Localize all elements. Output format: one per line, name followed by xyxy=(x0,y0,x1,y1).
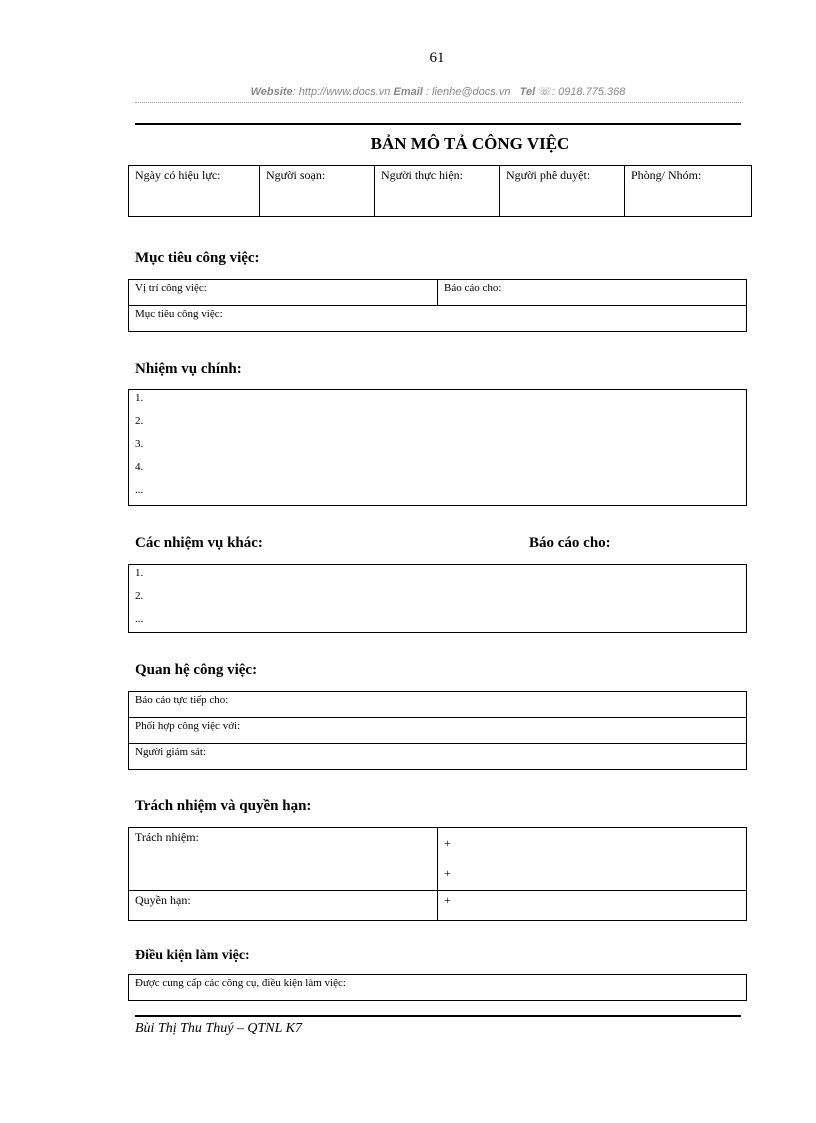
other-task-item: 2. xyxy=(135,590,144,602)
report-to-cell: Báo cáo cho: xyxy=(438,280,747,306)
responsibility-label: Trách nhiệm: xyxy=(129,828,438,891)
authority-label: Quyền hạn: xyxy=(129,891,438,921)
info-cell-performer: Người thực hiện: xyxy=(375,166,500,217)
relations-heading: Quan hệ công việc: xyxy=(135,662,258,678)
header-contact xyxy=(135,85,741,98)
responsibility-plus: + xyxy=(444,866,451,880)
website-value[interactable]: : http://www.docs.vn xyxy=(292,86,391,98)
relation-row: Phối hợp công việc với: xyxy=(129,718,747,744)
tel-label: Tel xyxy=(519,86,536,98)
authority-plus: + xyxy=(438,891,747,921)
info-cell-department: Phòng/ Nhóm: xyxy=(625,166,752,217)
email-label: Email xyxy=(393,86,423,98)
other-tasks-box xyxy=(128,564,747,633)
objective-cell: Mục tiêu công việc: xyxy=(129,306,747,332)
main-task-item: 1. xyxy=(135,392,144,404)
footer-author: Bùi Thị Thu Thuý – QTNL K7 xyxy=(135,1021,303,1036)
page-number: 61 xyxy=(429,50,445,66)
main-task-item: 3. xyxy=(135,438,144,450)
objective-table xyxy=(128,279,747,332)
footer-rule xyxy=(135,1015,741,1017)
responsibility-heading: Trách nhiệm và quyền hạn: xyxy=(135,798,312,814)
conditions-heading: Điều kiện làm việc: xyxy=(135,948,250,963)
main-task-item: 4. xyxy=(135,461,144,473)
email-value[interactable]: : lienhe@docs.vn xyxy=(425,86,511,98)
position-cell: Vị trí công việc: xyxy=(129,280,438,306)
main-tasks-heading: Nhiệm vụ chính: xyxy=(135,361,242,377)
other-tasks-report-heading: Báo cáo cho: xyxy=(529,535,611,551)
responsibility-items xyxy=(438,828,747,891)
other-task-item: 1. xyxy=(135,567,144,579)
document-title: BẢN MÔ TẢ CÔNG VIỆC xyxy=(370,134,570,153)
main-task-item: 2. xyxy=(135,415,144,427)
other-task-item: ... xyxy=(135,613,144,625)
relation-row: Báo cáo tực tiếp cho: xyxy=(129,692,747,718)
relation-row: Người giám sát: xyxy=(129,744,747,770)
info-cell-approver: Người phê duyệt: xyxy=(500,166,625,217)
info-cell-author: Người soạn: xyxy=(260,166,375,217)
relations-table xyxy=(128,691,747,770)
info-cell-effective-date: Ngày có hiệu lực: xyxy=(129,166,260,217)
main-task-item: ... xyxy=(135,484,144,496)
top-rule xyxy=(135,123,741,125)
responsibility-plus: + xyxy=(444,836,451,850)
website-label: Website xyxy=(250,86,293,98)
main-tasks-box xyxy=(128,389,747,506)
phone-icon: ☏ xyxy=(538,86,552,98)
other-tasks-heading: Các nhiệm vụ khác: xyxy=(135,535,263,551)
objective-heading: Mục tiêu công việc: xyxy=(135,250,260,266)
responsibility-table xyxy=(128,827,747,921)
header-divider xyxy=(135,102,741,103)
conditions-table xyxy=(128,974,747,1001)
info-table xyxy=(128,165,752,217)
tel-value: : 0918.775.368 xyxy=(551,86,626,98)
conditions-row: Được cung cấp các công cụ, điều kiện làm việc: xyxy=(129,975,747,1001)
